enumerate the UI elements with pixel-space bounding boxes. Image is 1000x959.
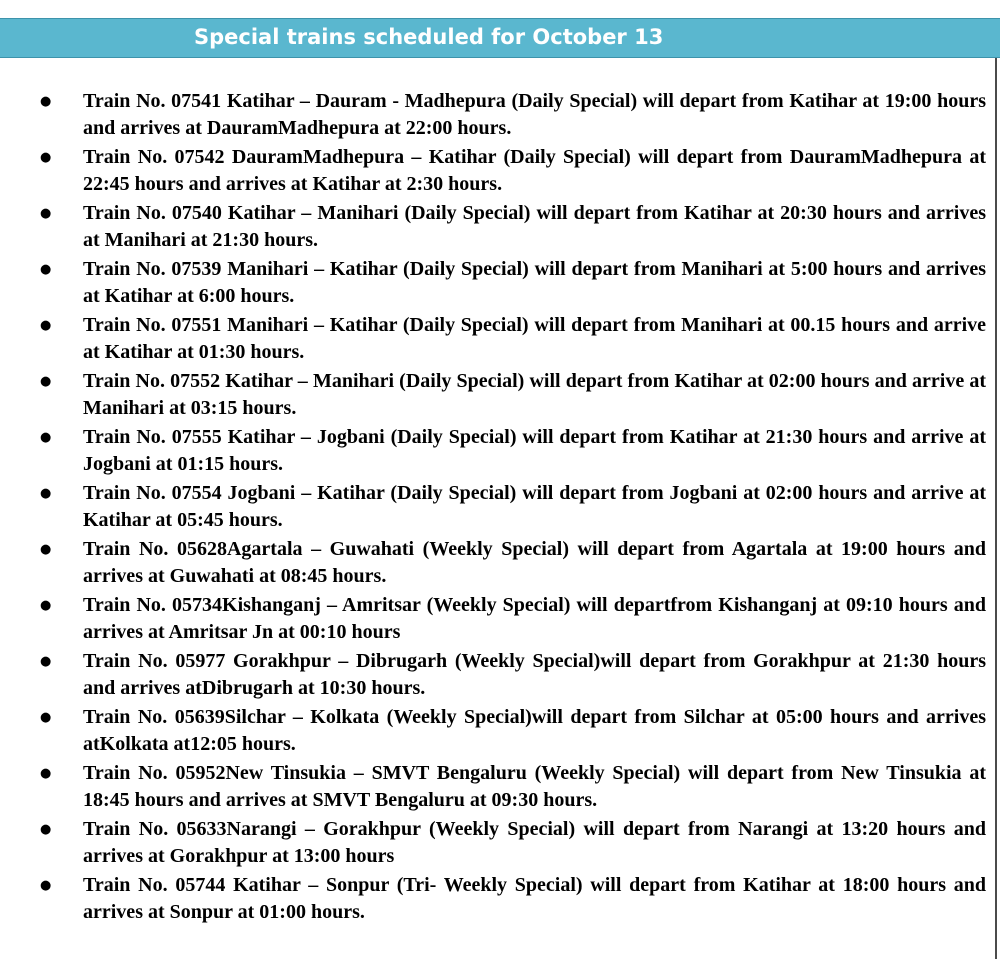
list-item <box>0 480 986 534</box>
bullet-icon: ● <box>40 94 52 109</box>
bullet-icon: ● <box>40 318 52 333</box>
train-description: Train No. 07551 Manihari – Katihar (Daily Special) will depart from Manihari at 00.15 hours and arrive at Katihar at 01:30 hours. <box>83 314 986 363</box>
train-description: Train No. 05639Silchar – Kolkata (Weekly Special)will depart from Silchar at 05:00 hours and arrives atKolkata at12:05 hours. <box>83 706 986 755</box>
bullet-icon: ● <box>40 430 52 445</box>
bullet-icon: ● <box>40 654 52 669</box>
train-description: Train No. 05952New Tinsukia – SMVT Bengaluru (Weekly Special) will depart from New Tinsukia at 18:45 hours and arrives at SMVT Bengaluru at 09:30 hours. <box>83 762 986 811</box>
list-item <box>0 424 986 478</box>
list-item <box>0 536 986 590</box>
train-description: Train No. 05744 Katihar – Sonpur (Tri- Weekly Special) will depart from Katihar at 18:00 hours and arrives at Sonpur at 01:00 hours. <box>83 874 986 923</box>
train-description: Train No. 07555 Katihar – Jogbani (Daily Special) will depart from Katihar at 21:30 hours and arrive at Jogbani at 01:15 hours. <box>83 426 986 475</box>
list-item <box>0 760 986 814</box>
train-description: Train No. 05628Agartala – Guwahati (Weekly Special) will depart from Agartala at 19:00 hours and arrives at Guwahati at 08:45 hours. <box>83 538 986 587</box>
list-item <box>0 704 986 758</box>
list-item <box>0 648 986 702</box>
train-description: Train No. 05633Narangi – Gorakhpur (Weekly Special) will depart from Narangi at 13:20 hours and arrives at Gorakhpur at 13:00 hours <box>83 818 986 867</box>
list-item <box>0 816 986 870</box>
header-bar <box>0 18 1000 58</box>
list-item <box>0 88 986 142</box>
list-item <box>0 144 986 198</box>
train-list <box>0 88 1000 928</box>
train-description: Train No. 07552 Katihar – Manihari (Daily Special) will depart from Katihar at 02:00 hours and arrive at Manihari at 03:15 hours. <box>83 370 986 419</box>
train-description: Train No. 05734Kishanganj – Amritsar (Weekly Special) will departfrom Kishanganj at 09:10 hours and arrives at Amritsar Jn at 00:10 hours <box>83 594 986 643</box>
train-description: Train No. 07542 DauramMadhepura – Katihar (Daily Special) will depart from DauramMadhepura at 22:45 hours and arrives at Katihar at 2:30 hours. <box>83 146 986 195</box>
list-item <box>0 592 986 646</box>
list-item <box>0 368 986 422</box>
list-item <box>0 312 986 366</box>
page-title: Special trains scheduled for October 13 <box>194 25 664 49</box>
bullet-icon: ● <box>40 150 52 165</box>
bullet-icon: ● <box>40 262 52 277</box>
bullet-icon: ● <box>40 766 52 781</box>
bullet-icon: ● <box>40 822 52 837</box>
train-description: Train No. 07540 Katihar – Manihari (Daily Special) will depart from Katihar at 20:30 hours and arrives at Manihari at 21:30 hours. <box>83 202 986 251</box>
train-description: Train No. 05977 Gorakhpur – Dibrugarh (Weekly Special)will depart from Gorakhpur at 21:30 hours and arrives atDibrugarh at 10:30 hours. <box>83 650 986 699</box>
bullet-icon: ● <box>40 486 52 501</box>
bullet-icon: ● <box>40 598 52 613</box>
train-description: Train No. 07554 Jogbani – Katihar (Daily Special) will depart from Jogbani at 02:00 hours and arrive at Katihar at 05:45 hours. <box>83 482 986 531</box>
bullet-icon: ● <box>40 374 52 389</box>
train-description: Train No. 07541 Katihar – Dauram - Madhepura (Daily Special) will depart from Katihar at 19:00 hours and arrives at DauramMadhepura at 22:00 hours. <box>83 90 986 139</box>
bullet-icon: ● <box>40 206 52 221</box>
bullet-icon: ● <box>40 878 52 893</box>
list-item <box>0 872 986 926</box>
list-item <box>0 200 986 254</box>
train-description: Train No. 07539 Manihari – Katihar (Daily Special) will depart from Manihari at 5:00 hours and arrives at Katihar at 6:00 hours. <box>83 258 986 307</box>
bullet-icon: ● <box>40 710 52 725</box>
list-item <box>0 256 986 310</box>
bullet-icon: ● <box>40 542 52 557</box>
